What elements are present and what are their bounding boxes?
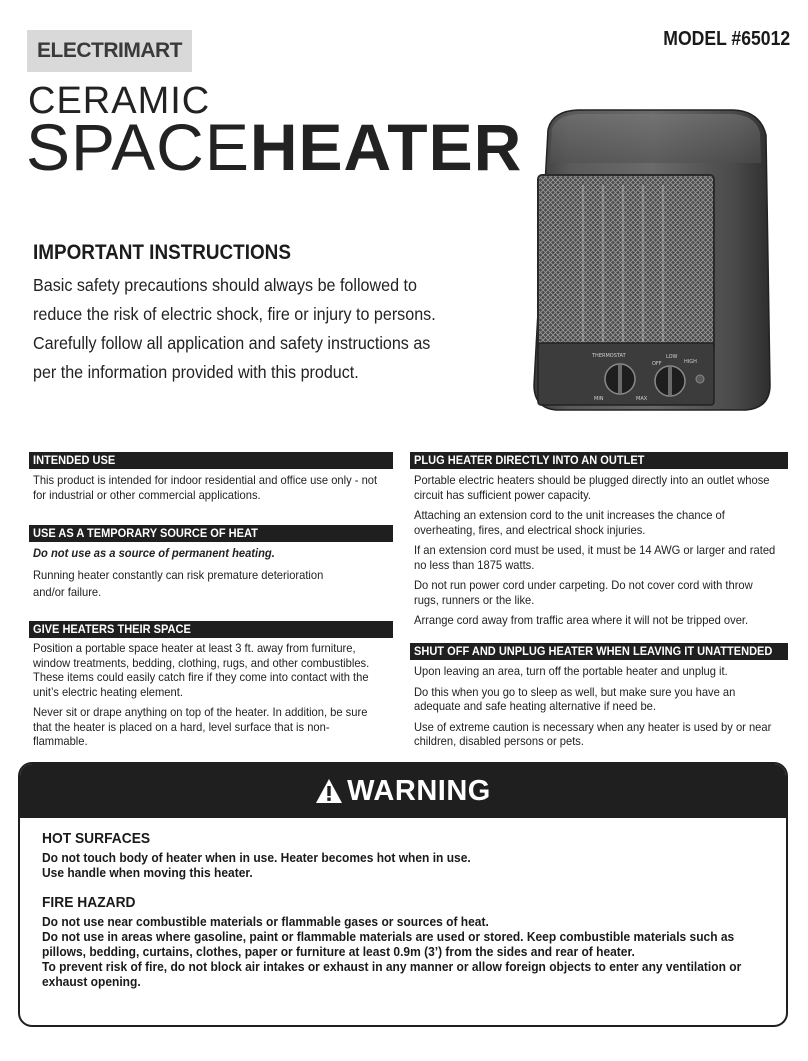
section-paragraph: Do this when you go to sleep as well, but make sure you have an adequate and safe heating alternative if need be. — [414, 684, 736, 713]
heater-illustration — [528, 105, 778, 415]
important-line: Carefully follow all application and safety instructions as — [33, 333, 431, 353]
warning-line: Use handle when moving this heater. — [42, 866, 253, 880]
section-emphasis: Do not use as a source of permanent heating. — [33, 546, 275, 560]
warning-header — [20, 764, 786, 818]
max-label: MAX — [636, 396, 648, 402]
section-paragraph: Attaching an extension cord to the unit increases the chance of overheating, fires, and electrical shock injuries. — [414, 508, 725, 537]
section-paragraph: Upon leaving an area, turn off the portable heater and unplug it. — [414, 664, 728, 678]
title-line-1: CERAMIC — [28, 80, 211, 122]
fire-hazard-heading: FIRE HAZARD — [42, 894, 136, 911]
section-heater-space-header — [29, 621, 393, 638]
section-paragraph: Running heater constantly can risk premature deterioration and/or failure. — [33, 567, 324, 599]
section-temporary-heat-header — [29, 525, 393, 542]
section-paragraph: This product is intended for indoor residential and office use only - not for industrial or other commercial applications. — [33, 473, 378, 502]
section-plug-outlet-header — [410, 452, 788, 469]
section-shut-off-body — [414, 664, 804, 755]
warning-box — [18, 762, 788, 1027]
section-title: GIVE HEATERS THEIR SPACE — [33, 622, 191, 636]
section-title: INTENDED USE — [33, 453, 116, 467]
off-label: OFF — [652, 361, 662, 367]
section-paragraph: Never sit or drape anything on top of the heater. In addition, be sure that the heater is placed on a hard, level surface that is non-flammable. — [33, 705, 368, 748]
important-line: per the information provided with this product. — [33, 362, 359, 382]
warning-content — [42, 830, 772, 990]
title-space: SPACE — [26, 110, 250, 184]
logo-text: ELECTRIMART — [37, 39, 182, 62]
warning-title-text: WARNING — [347, 774, 491, 807]
title-line-2 — [26, 110, 523, 184]
warning-title — [315, 775, 491, 808]
section-plug-outlet-body — [414, 473, 804, 634]
thermostat-label: THERMOSTAT — [592, 353, 626, 359]
section-temporary-heat-body — [33, 546, 363, 607]
important-heading: IMPORTANT INSTRUCTIONS — [33, 241, 291, 264]
section-paragraph: Do not run power cord under carpeting. Do not cover cord with throw rugs, runners or the like. — [414, 578, 753, 607]
section-paragraph: Portable electric heaters should be plugged directly into an outlet whose circuit has sufficient power capacity. — [414, 473, 770, 502]
brand-logo — [27, 30, 192, 72]
warning-line: Do not use near combustible materials or flammable gases or sources of heat. — [42, 915, 489, 929]
model-number: MODEL #65012 — [663, 28, 790, 50]
section-title: USE AS A TEMPORARY SOURCE OF HEAT — [33, 526, 258, 540]
section-paragraph: Use of extreme caution is necessary when any heater is used by or near children, disabled persons or pets. — [414, 719, 772, 748]
warning-triangle-icon — [315, 778, 343, 804]
low-label: LOW — [666, 354, 678, 360]
warning-line: Do not touch body of heater when in use. Heater becomes hot when in use. — [42, 851, 471, 865]
section-intended-use-body — [33, 473, 419, 508]
title-heater: HEATER — [249, 110, 523, 184]
high-label: HIGH — [684, 359, 697, 365]
section-title: SHUT OFF AND UNPLUG HEATER WHEN LEAVING IT UNATTENDED — [414, 644, 773, 658]
section-title: PLUG HEATER DIRECTLY INTO AN OUTLET — [414, 453, 645, 467]
important-line: reduce the risk of electric shock, fire or injury to persons. — [33, 304, 436, 324]
min-label: MIN — [594, 396, 604, 402]
warning-line: Do not use in areas where gasoline, paint or flammable materials are used or stored. Keep combustible materials such as pillows, bedding, curtains, clothes, paper or furniture at least 0.9m (3’) from the sides and rear of heater. — [42, 930, 735, 959]
warning-line: To prevent risk of fire, do not block air intakes or exhaust in any manner or allow foreign objects to enter any ventilation or exhaust opening. — [42, 960, 742, 989]
section-shut-off-header — [410, 643, 788, 660]
section-paragraph: Position a portable space heater at least 3 ft. away from furniture, window treatments, bedding, clothing, rugs, and other combustibles. These items could easily catch fire if they come into contact with the unit’s electric heating element. — [33, 641, 370, 699]
important-body — [33, 271, 475, 387]
section-paragraph: If an extension cord must be used, it must be 14 AWG or larger and rated no less than 1875 watts. — [414, 543, 776, 572]
section-paragraph: Arrange cord away from traffic area where it will not be tripped over. — [414, 613, 749, 627]
section-intended-use-header — [29, 452, 393, 469]
important-line: Basic safety precautions should always be followed to — [33, 275, 417, 295]
hot-surfaces-heading: HOT SURFACES — [42, 830, 151, 847]
section-heater-space-body — [33, 641, 410, 755]
